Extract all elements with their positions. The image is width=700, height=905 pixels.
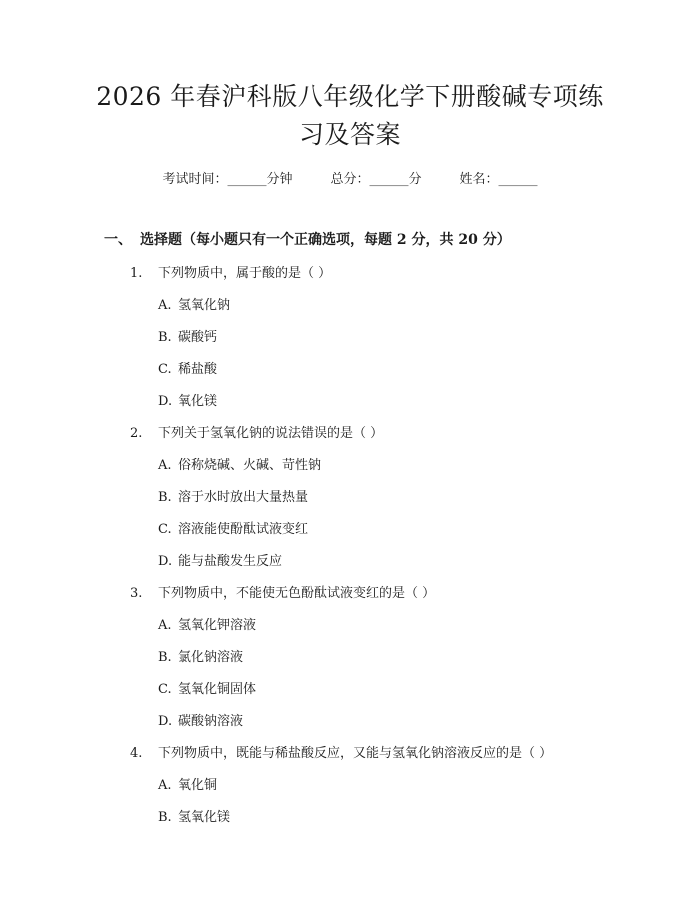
exam-name: 姓名：______ <box>459 172 538 187</box>
question-3 <box>130 582 435 601</box>
question-1 <box>130 262 331 281</box>
option-1c: C. 稀盐酸 <box>158 362 218 377</box>
question-text: 下列物质中，既能与稀盐酸反应，又能与氢氧化钠溶液反应的是（ ） <box>158 746 553 761</box>
question-text: 下列关于氢氧化钠的说法错误的是（ ） <box>158 426 384 441</box>
option-3b: B. 氯化钠溶液 <box>158 650 244 665</box>
title-line-1: 2026 年春沪科版八年级化学下册酸碱专项练 <box>96 82 604 111</box>
section-number: 一、 <box>104 232 132 248</box>
section-heading <box>104 229 511 249</box>
exam-meta <box>0 168 700 187</box>
question-number: 4. <box>130 746 143 761</box>
question-2 <box>130 422 383 441</box>
option-2b: B. 溶于水时放出大量热量 <box>158 490 309 505</box>
option-3a: A. 氢氧化钾溶液 <box>158 618 257 633</box>
option-3d: D. 碳酸钠溶液 <box>158 714 244 729</box>
question-text: 下列物质中，属于酸的是（ ） <box>158 266 332 281</box>
option-1b: B. 碳酸钙 <box>158 330 218 345</box>
title-line-2: 习及答案 <box>298 120 401 149</box>
question-number: 3. <box>130 586 143 601</box>
exam-time: 考试时间：______分钟 <box>162 172 293 187</box>
option-4b: B. 氢氧化镁 <box>158 810 231 825</box>
question-text: 下列物质中，不能使无色酚酞试液变红的是（ ） <box>158 586 436 601</box>
question-number: 1. <box>130 266 143 281</box>
document-title <box>60 78 640 154</box>
option-4a: A. 氧化铜 <box>158 778 218 793</box>
question-number: 2. <box>130 426 143 441</box>
section-label: 选择题（每小题只有一个正确选项，每题 2 分，共 20 分） <box>140 232 511 248</box>
option-1a: A. 氢氧化钠 <box>158 298 231 313</box>
option-2d: D. 能与盐酸发生反应 <box>158 554 283 569</box>
exam-score: 总分：______分 <box>330 172 422 187</box>
option-2a: A. 俗称烧碱、火碱、苛性钠 <box>158 458 322 473</box>
question-4 <box>130 742 552 761</box>
option-3c: C. 氢氧化铜固体 <box>158 682 257 697</box>
option-2c: C. 溶液能使酚酞试液变红 <box>158 522 309 537</box>
option-1d: D. 氧化镁 <box>158 394 218 409</box>
